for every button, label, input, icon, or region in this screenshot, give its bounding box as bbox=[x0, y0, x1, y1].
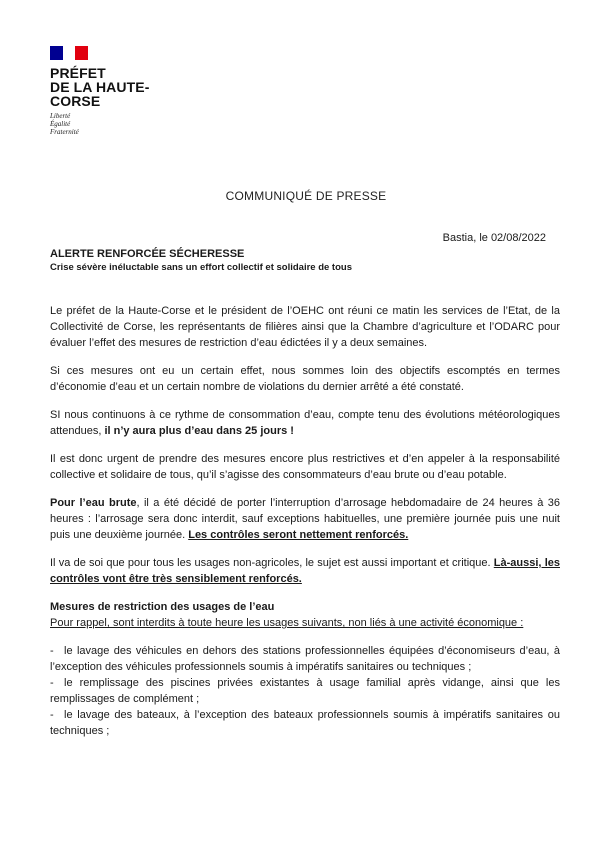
paragraph-text: , il a été décidé de porter l’interruption d’arrosage hebdomadaire de 24 heures à 36 heures : l’arrosage sera donc interdit, sauf exceptions habituelles, une première journée puis une nuit puis une deuxième journée. bbox=[50, 497, 560, 541]
paragraph bbox=[50, 495, 560, 543]
list-item bbox=[50, 643, 560, 675]
list-item-text: le remplissage des piscines privées existantes à usage familial après vidange, ainsi que les remplissages de complément ; bbox=[50, 677, 560, 705]
prefecture-name-line: DE LA HAUTE- bbox=[50, 79, 150, 95]
paragraph-text: Il va de soi que pour tous les usages non-agricoles, le sujet est aussi important et critique. bbox=[50, 557, 494, 569]
paragraph bbox=[50, 407, 560, 439]
paragraph: Le préfet de la Haute-Corse et le président de l’OEHC ont réuni ce matin les services de l’Etat, de la Collectivité de Corse, les représentants de filières ainsi que la Chambre d’agriculture et l’ODARC pour évaluer l’effet des mesures de restriction d’eau édictées il y a deux semaines. bbox=[50, 305, 560, 349]
list-item-text: le lavage des véhicules en dehors des stations professionnelles équipées d’économiseurs d’eau, à l’exception des véhicules professionnels soumis à impératifs sanitaires ou techniques ; bbox=[50, 645, 560, 673]
prefecture-name bbox=[50, 66, 170, 108]
emphasis-text: Pour l’eau brute bbox=[50, 497, 137, 509]
paragraph: Il est donc urgent de prendre des mesures encore plus restrictives et d’en appeler à la responsabilité collective et solidaire de tous, qu’il s’agisse des consommateurs d’eau brute ou d’eau potable. bbox=[50, 453, 560, 481]
french-flag-icon bbox=[50, 46, 88, 60]
list-item bbox=[50, 675, 560, 707]
headline bbox=[50, 247, 550, 275]
prefecture-name-line: CORSE bbox=[50, 93, 101, 109]
document-body bbox=[50, 303, 560, 739]
motto-line: Égalité bbox=[50, 120, 71, 128]
prefecture-logo bbox=[50, 46, 170, 136]
headline-subtitle: Crise sévère inéluctable sans un effort collectif et solidaire de tous bbox=[50, 262, 352, 273]
list-dash: - bbox=[50, 709, 54, 721]
list-item-text: le lavage des bateaux, à l’exception des bateaux professionnels soumis à impératifs sanitaires ou techniques ; bbox=[50, 709, 560, 737]
document-type: COMMUNIQUÉ DE PRESSE bbox=[225, 189, 387, 203]
motto bbox=[50, 112, 170, 136]
list-dash: - bbox=[50, 677, 54, 689]
headline-title: ALERTE RENFORCÉE SÉCHERESSE bbox=[50, 248, 245, 260]
paragraph: Si ces mesures ont eu un certain effet, nous sommes loin des objectifs escomptés en termes d’économie d’eau et un certain nombre de violations du dernier arrêté a été constaté. bbox=[50, 365, 560, 393]
paragraph-text: SI nous continuons à ce rythme de consommation d’eau, compte tenu des évolutions météorologiques attendues, bbox=[50, 409, 560, 437]
section-title: Mesures de restriction des usages de l’eau bbox=[50, 601, 275, 613]
emphasis-text: Là-aussi, les contrôles vont être très sensiblement renforcés. bbox=[50, 557, 560, 585]
paragraph bbox=[50, 555, 560, 587]
list-item bbox=[50, 707, 560, 739]
emphasis-text: il n’y aura plus d’eau dans 25 jours ! bbox=[104, 425, 294, 437]
restrictions-section bbox=[50, 599, 560, 739]
emphasis-text: Les contrôles seront nettement renforcés. bbox=[188, 529, 409, 541]
motto-line: Fraternité bbox=[50, 128, 79, 136]
place-date: Bastia, le 02/08/2022 bbox=[442, 232, 546, 244]
list-dash: - bbox=[50, 645, 54, 657]
prefecture-name-line: PRÉFET bbox=[50, 65, 106, 81]
motto-line: Liberté bbox=[50, 112, 71, 120]
section-intro: Pour rappel, sont interdits à toute heure les usages suivants, non liés à une activité économique : bbox=[50, 617, 524, 629]
